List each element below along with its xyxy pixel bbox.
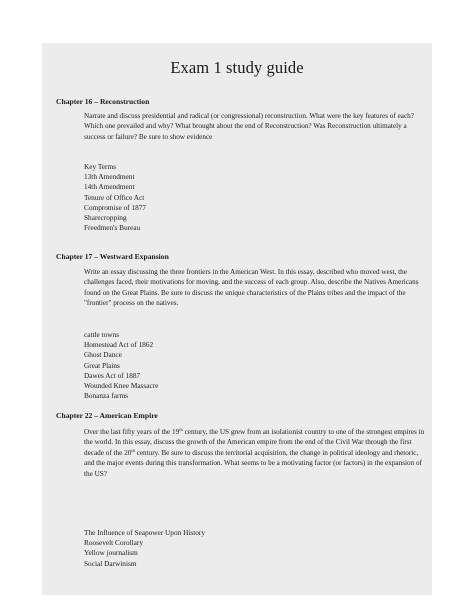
chapter-heading-16: Chapter 16 – Reconstruction — [56, 97, 150, 106]
chapter-22-prompt: Over the last fifty years of the 19th century, the US grew from an isolationist country to one of the strongest empires in the world. In this essay, discuss the growth of the American empire from the end of the Civil War through the first decade of the 20th century. Be sure to discuss the territorial acquisition, the change in political ideology and rhetoric, and the major events during this transformation. What seems to be a motivating factor (or factors) in the expansion of the US? — [84, 427, 425, 478]
chapter-17-prompt: Write an essay discussing the three frontiers in the American West. In this essay, described who moved west, the challenges faced, their motivations for moving, and the success of each group. Also, describe the Natives Americans found on the Great Plains. Be sure to discuss the unique characteristics of the Plains tribes and the impact of the "frontier" process on the natives. — [84, 268, 419, 308]
chapter-heading-17: Chapter 17 – Westward Expansion — [56, 252, 169, 261]
chapter-16-prompt: Narrate and discuss presidential and radical (or congressional) reconstruction. What were the key features of each? Which one prevailed and why? What brought about the end of Reconstruction? Was Reconstruction ultimately a success or failure? Be sure to show evidence — [84, 112, 414, 141]
list-item: cattle towns — [84, 330, 120, 339]
list-item: Wounded Knee Massacre — [84, 381, 159, 391]
list-item: Ghost Dance — [84, 350, 122, 360]
document-title: Exam 1 study guide — [170, 58, 304, 77]
chapter-16-terms — [84, 162, 146, 233]
list-item: Tenure of Office Act — [84, 192, 145, 202]
list-item: 14th Amendment — [84, 182, 135, 192]
list-item: Sharecropping — [84, 213, 127, 223]
list-item: Homestead Act of 1862 — [84, 340, 154, 350]
list-item: Yellow journalism — [84, 548, 138, 558]
list-item: The Influence of Seapower Upon History — [84, 528, 205, 537]
document-page — [42, 43, 432, 595]
list-item: Social Darwinism — [84, 558, 137, 568]
list-item: Compromise of 1877 — [84, 202, 147, 212]
list-item: Bonanza farms — [84, 391, 128, 401]
list-item: Freedmen's Bureau — [84, 223, 141, 233]
list-item: 13th Amendment — [84, 172, 135, 182]
list-item: Dawes Act of 1887 — [84, 370, 141, 380]
list-item: Roosevelt Corollary — [84, 538, 143, 548]
list-item: Great Plains — [84, 360, 120, 370]
chapter-heading-22: Chapter 22 – American Empire — [56, 411, 158, 420]
chapter-22-terms — [84, 528, 205, 569]
list-item: Key Terms — [84, 162, 116, 171]
chapter-17-terms — [84, 330, 158, 401]
